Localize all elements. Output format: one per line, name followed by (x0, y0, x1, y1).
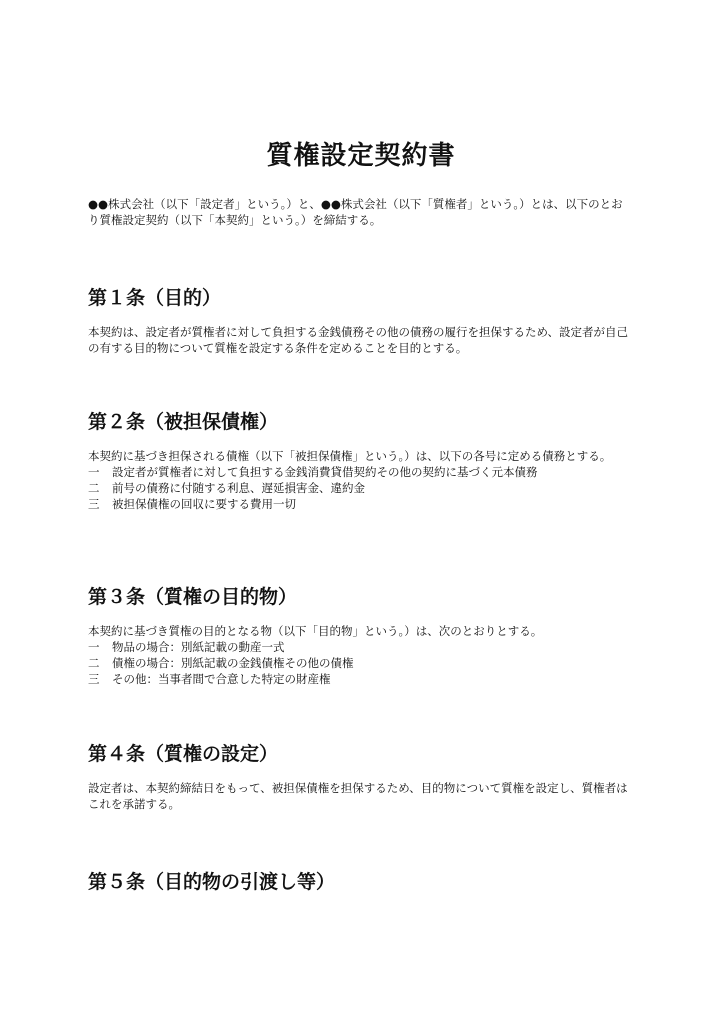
article-body: 本契約は、設定者が質権者に対して負担する金銭債務その他の債務の履行を担保するため、設定者が自己の有する目的物について質権を設定する条件を定めることを目的とする。 (88, 325, 629, 355)
article-heading: 第５条（目的物の引渡し等） (88, 871, 336, 893)
article-heading: 第３条（質権の目的物） (88, 586, 298, 608)
list-item (88, 655, 634, 671)
article-heading: 第２条（被担保債権） (88, 411, 279, 433)
item-number: 三 (88, 497, 100, 511)
item-text: その他：当事者間で合意した特定の財産権 (112, 672, 331, 686)
item-text: 物品の場合：別紙記載の動産一式 (112, 640, 285, 654)
list-item (88, 671, 634, 687)
item-text: 設定者が質権者に対して負担する金銭消費貸借契約その他の契約に基づく元本債務 (112, 465, 538, 479)
item-text: 前号の債務に付随する利息、遅延損害金、違約金 (112, 481, 365, 495)
item-text: 債権の場合：別紙記載の金銭債権その他の債権 (112, 656, 354, 670)
article-heading: 第４条（質権の設定） (88, 743, 279, 765)
list-item (88, 639, 634, 655)
article-1 (88, 286, 634, 356)
article-heading: 第１条（目的） (88, 287, 222, 309)
article-5 (88, 870, 634, 908)
item-number: 一 (88, 640, 100, 654)
preamble (88, 196, 634, 228)
preamble-text: ●●株式会社（以下「設定者」という。）と、●●株式会社（以下「質権者」という。）とは、以下のとおり質権設定契約（以下「本契約」という。）を締結する。 (88, 197, 623, 227)
article-3 (88, 585, 634, 687)
item-text: 被担保債権の回収に要する費用一切 (112, 497, 296, 511)
list-item (88, 480, 634, 496)
document-title: 質権設定契約書 (266, 141, 456, 172)
item-number: 一 (88, 465, 100, 479)
article-4 (88, 742, 634, 812)
article-body: 本契約に基づき担保される債権（以下「被担保債権」という。）は、以下の各号に定める債務とする。 (88, 449, 612, 463)
item-number: 三 (88, 672, 100, 686)
article-2 (88, 410, 634, 512)
list-item (88, 464, 634, 480)
article-body: 本契約に基づき質権の目的となる物（以下「目的物」という。）は、次のとおりとする。 (88, 624, 543, 638)
item-number: 二 (88, 481, 100, 495)
item-number: 二 (88, 656, 100, 670)
list-item (88, 496, 634, 512)
article-body: 設定者は、本契約締結日をもって、被担保債権を担保するため、目的物について質権を設定し、質権者はこれを承諾する。 (88, 781, 628, 811)
